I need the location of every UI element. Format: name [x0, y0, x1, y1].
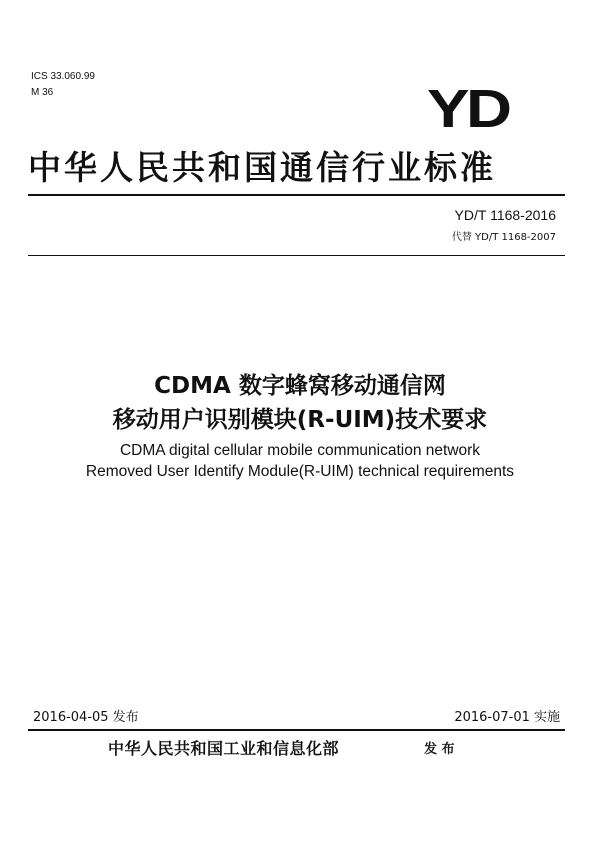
issue-date: 2016-04-05 发布 — [33, 710, 139, 725]
title-cn-line1: CDMA 数字蜂窝移动通信网 — [154, 373, 446, 399]
publisher: 中华人民共和国工业和信息化部 — [108, 739, 340, 758]
title-cn-line2: 移动用户识别模块(R-UIM)技术要求 — [112, 407, 488, 433]
yd-logo: YD — [427, 79, 509, 139]
industry-standard-heading: 中华人民共和国通信行业标准 — [28, 148, 496, 187]
ics-code: ICS 33.060.99 — [31, 71, 95, 82]
title-en-line2: Removed User Identify Module(R-UIM) technical requirements — [85, 463, 515, 480]
publish-label: 发 布 — [424, 742, 455, 757]
supersedes-note: 代替 YD/T 1168-2007 — [451, 232, 556, 243]
middle-divider — [28, 255, 565, 256]
standard-number: YD/T 1168-2016 — [454, 207, 556, 223]
title-en-line1: CDMA digital cellular mobile communication network — [119, 442, 481, 459]
top-divider — [28, 194, 565, 196]
implementation-date: 2016-07-01 实施 — [454, 710, 560, 725]
classification-code: M 36 — [31, 87, 54, 98]
bottom-divider — [28, 729, 565, 731]
